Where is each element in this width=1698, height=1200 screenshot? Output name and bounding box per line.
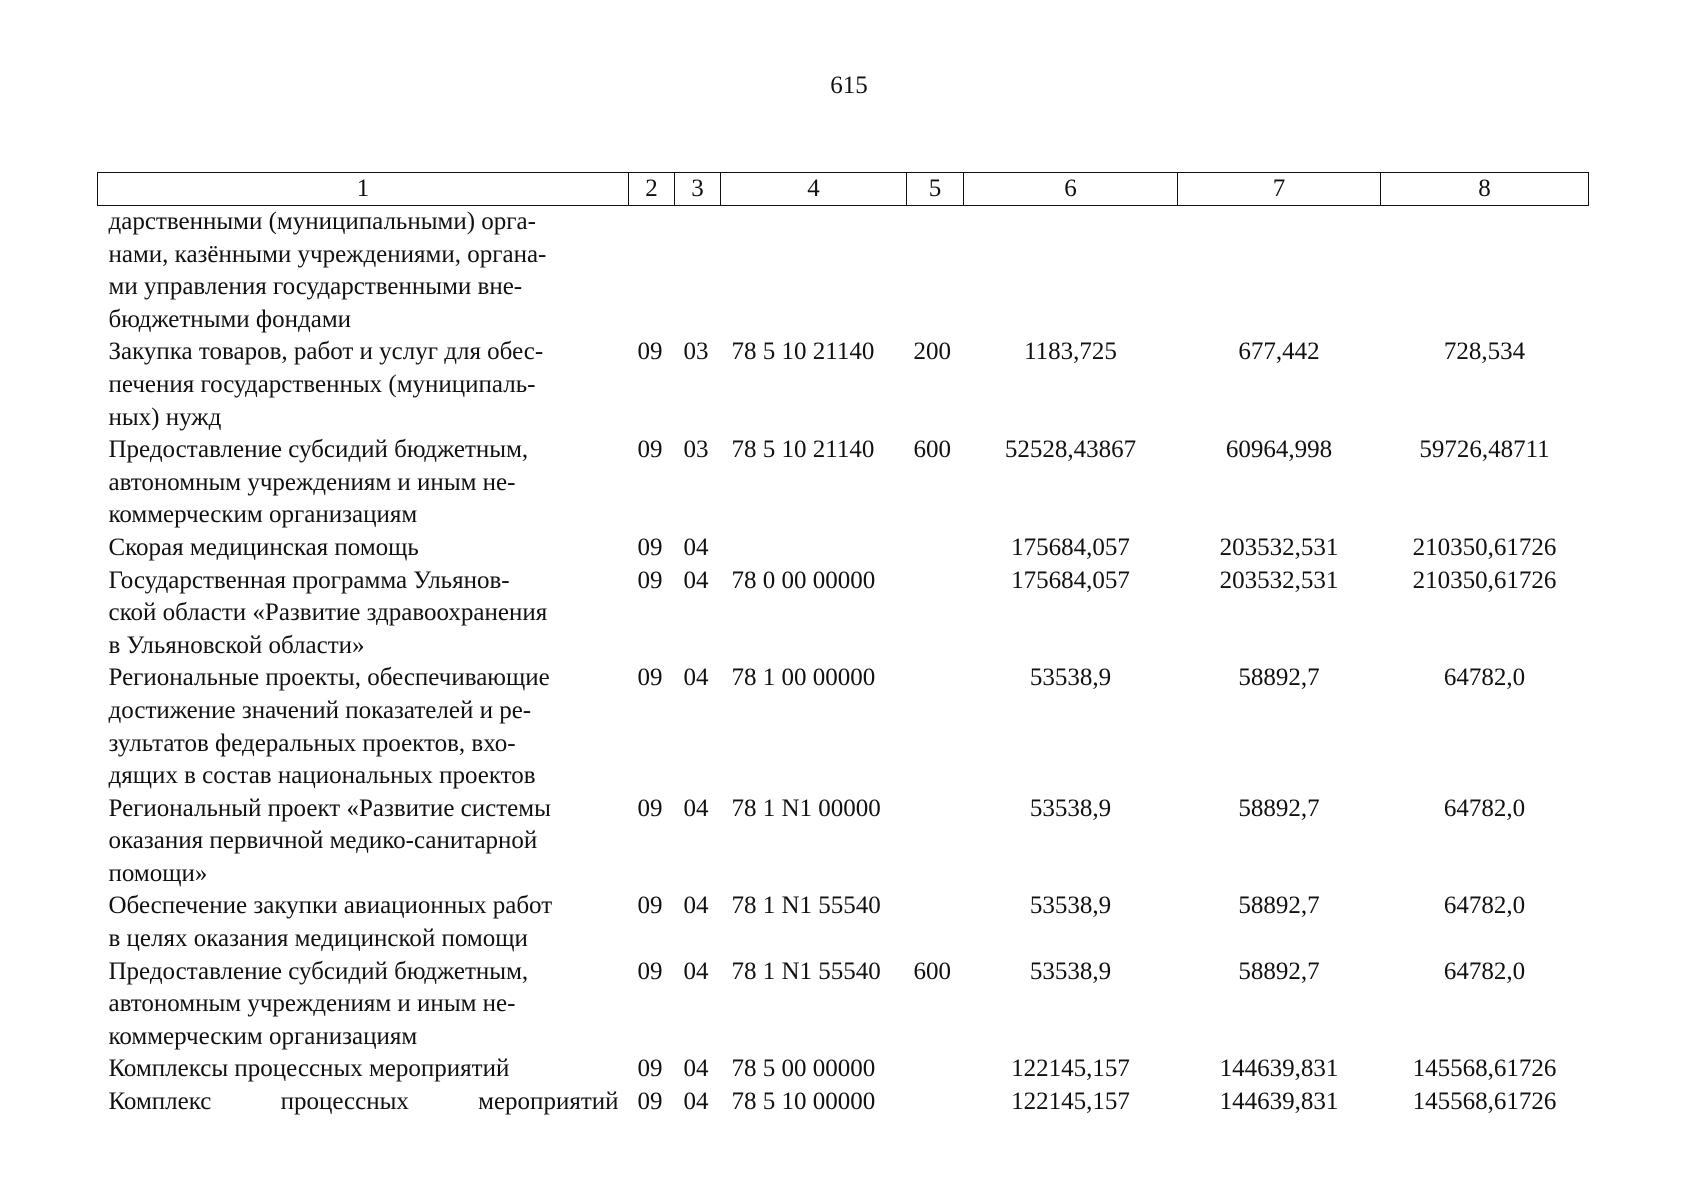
row-name-line: помощи» <box>108 859 208 887</box>
row-expense-type-code: 600 <box>913 957 951 985</box>
row-expense-type-code <box>907 532 964 565</box>
row-amount-col-6 <box>964 206 1178 337</box>
row-target-article-code: 78 1 N1 00000 <box>731 794 881 822</box>
row-amount-col-8: 145568,61726 <box>1412 1055 1557 1083</box>
row-name <box>98 793 629 891</box>
row-amount-col-7: 58892,7 <box>1238 794 1320 822</box>
row-name-line: Региональные проекты, обеспечивающие <box>108 664 550 692</box>
row-name-line: нами, казёнными учреждениями, органа- <box>108 240 547 268</box>
row-target-article-code: 78 5 10 21140 <box>731 436 875 464</box>
row-amount-col-8: 728,534 <box>1443 338 1526 366</box>
row-amount-col-8: 64782,0 <box>1443 794 1526 822</box>
row-amount-col-8: 210350,61726 <box>1412 566 1557 594</box>
row-name-line: оказания первичной медико-санитарной <box>108 827 538 855</box>
row-name-line: Закупка товаров, работ и услуг для обес- <box>108 338 544 366</box>
row-amount-col-7: 203532,531 <box>1219 566 1339 594</box>
row-name-line: печения государственных (муниципаль- <box>108 370 536 398</box>
row-target-article-code: 78 5 10 00000 <box>731 1088 876 1116</box>
row-name-line: бюджетными фондами <box>108 305 352 333</box>
table-row <box>98 336 1589 434</box>
row-expense-type-code <box>907 1086 964 1119</box>
row-name-line: Предоставление субсидий бюджетным, <box>108 436 529 464</box>
row-section-code: 09 <box>637 566 663 594</box>
row-section-code: 09 <box>637 1055 663 1083</box>
row-amount-col-6: 175684,057 <box>1011 566 1130 594</box>
row-subsection-code: 04 <box>683 533 709 561</box>
row-amount-col-6: 53538,9 <box>1029 794 1112 822</box>
row-amount-col-8: 64782,0 <box>1443 892 1526 920</box>
row-target-article-code: 78 5 00 00000 <box>731 1055 876 1083</box>
row-name-line: Предоставление субсидий бюджетным, <box>108 957 529 985</box>
budget-table <box>97 172 1589 1119</box>
header-col-7: 7 <box>1178 173 1381 206</box>
row-amount-col-7: 677,442 <box>1238 338 1320 366</box>
row-expense-type-code <box>907 206 964 337</box>
row-name-line: Скорая медицинская помощь <box>108 533 419 561</box>
header-col-8: 8 <box>1381 173 1589 206</box>
row-amount-col-6: 1183,725 <box>1024 338 1117 366</box>
row-section-code: 09 <box>637 794 663 822</box>
row-subsection-code: 04 <box>683 1088 709 1116</box>
row-name <box>98 565 629 663</box>
row-section-code: 09 <box>637 1088 663 1116</box>
header-col-1: 1 <box>98 173 629 206</box>
row-section-code: 09 <box>637 892 663 920</box>
row-subsection-code: 03 <box>683 338 709 366</box>
row-amount-col-7: 203532,531 <box>1219 533 1339 561</box>
header-col-4: 4 <box>721 173 907 206</box>
table-row <box>98 662 1589 792</box>
row-amount-col-8: 64782,0 <box>1443 664 1526 692</box>
row-subsection-code: 04 <box>683 664 709 692</box>
row-target-article-code: 78 0 00 00000 <box>731 566 876 594</box>
row-name <box>98 336 629 434</box>
row-expense-type-code <box>907 793 964 891</box>
row-name-line: Обеспечение закупки авиационных работ <box>108 892 553 920</box>
row-name <box>98 434 629 532</box>
row-name-line: коммерческим организациям <box>108 1022 418 1050</box>
row-amount-col-8: 64782,0 <box>1443 957 1526 985</box>
row-section-code: 09 <box>637 338 663 366</box>
row-name-line: достижение значений показателей и ре- <box>108 696 532 724</box>
row-amount-col-7: 58892,7 <box>1238 892 1320 920</box>
row-amount-col-7: 144639,831 <box>1219 1055 1339 1083</box>
header-row <box>98 173 1589 206</box>
row-amount-col-7: 60964,998 <box>1225 436 1333 464</box>
row-amount-col-6: 175684,057 <box>1011 533 1130 561</box>
row-name-line: ных) нужд <box>108 403 222 431</box>
row-name <box>98 1053 629 1086</box>
row-name-line: Комплексы процессных мероприятий <box>108 1055 510 1083</box>
row-expense-type-code: 600 <box>913 436 951 464</box>
row-section-code: 09 <box>637 436 663 464</box>
table-row <box>98 1053 1589 1086</box>
row-expense-type-code: 200 <box>913 338 951 366</box>
row-expense-type-code <box>907 565 964 663</box>
table-row <box>98 206 1589 337</box>
header-col-3: 3 <box>675 173 721 206</box>
row-amount-col-8: 210350,61726 <box>1412 533 1557 561</box>
row-name-line: Государственная программа Ульянов- <box>108 566 510 594</box>
row-amount-col-7: 58892,7 <box>1238 664 1320 692</box>
row-name-line: дящих в состав национальных проектов <box>108 762 536 790</box>
row-name-line: автономным учреждениям и иным не- <box>108 990 516 1018</box>
row-name-line: в Ульяновской области» <box>108 631 365 659</box>
row-amount-col-8: 59726,48711 <box>1419 436 1550 464</box>
row-name-line: Комплекс процессных мероприятий <box>108 1088 619 1116</box>
table-row <box>98 532 1589 565</box>
row-amount-col-6: 53538,9 <box>1029 664 1112 692</box>
row-section-code: 09 <box>637 957 663 985</box>
row-amount-col-6: 53538,9 <box>1029 957 1112 985</box>
table-row <box>98 956 1589 1054</box>
row-amount-col-6: 53538,9 <box>1029 892 1112 920</box>
table-body <box>98 206 1589 1119</box>
row-amount-col-7: 58892,7 <box>1238 957 1320 985</box>
row-name-line: коммерческим организациям <box>108 501 418 529</box>
header-col-6: 6 <box>964 173 1178 206</box>
row-name <box>98 956 629 1054</box>
row-name <box>98 532 629 565</box>
row-name <box>98 662 629 792</box>
row-expense-type-code <box>907 1053 964 1086</box>
row-name-line: Региональный проект «Развитие системы <box>108 794 551 822</box>
table-row <box>98 1086 1589 1119</box>
row-amount-col-6: 122145,157 <box>1011 1055 1130 1083</box>
row-subsection-code: 04 <box>683 1055 709 1083</box>
row-expense-type-code <box>907 890 964 955</box>
row-target-article-code: 78 1 N1 55540 <box>731 892 881 920</box>
row-amount-col-6: 52528,43867 <box>1004 436 1137 464</box>
row-section-code: 09 <box>637 533 663 561</box>
row-amount-col-8: 145568,61726 <box>1412 1088 1557 1116</box>
row-name <box>98 1086 629 1119</box>
row-target-article-code <box>721 206 907 337</box>
row-name <box>98 890 629 955</box>
table-header <box>98 173 1589 206</box>
row-subsection-code: 04 <box>683 957 709 985</box>
table-row <box>98 434 1589 532</box>
row-subsection-code: 03 <box>683 436 709 464</box>
row-amount-col-8 <box>1381 206 1589 337</box>
row-target-article-code: 78 5 10 21140 <box>731 338 875 366</box>
row-amount-col-7 <box>1178 206 1381 337</box>
row-name-line: дарственными (муниципальными) орга- <box>108 208 536 235</box>
row-subsection-code: 04 <box>683 566 709 594</box>
row-name <box>98 206 629 337</box>
row-subsection-code: 04 <box>683 794 709 822</box>
row-amount-col-7: 144639,831 <box>1219 1088 1339 1116</box>
row-name-line: в целях оказания медицинской помощи <box>108 925 528 953</box>
row-name-line: автономным учреждениям и иным не- <box>108 468 516 496</box>
row-name-line: зультатов федеральных проектов, вхо- <box>108 729 516 757</box>
row-name-line: ми управления государственными вне- <box>108 273 523 301</box>
row-section-code <box>629 206 675 337</box>
row-target-article-code: 78 1 N1 55540 <box>731 957 881 985</box>
table-row <box>98 565 1589 663</box>
row-target-article-code: 78 1 00 00000 <box>731 664 876 692</box>
row-subsection-code: 04 <box>683 892 709 920</box>
table-row <box>98 890 1589 955</box>
header-col-2: 2 <box>629 173 675 206</box>
page-number: 615 <box>830 72 868 99</box>
row-target-article-code <box>721 532 907 565</box>
header-col-5: 5 <box>907 173 964 206</box>
row-subsection-code <box>675 206 721 337</box>
row-expense-type-code <box>907 662 964 792</box>
table-row <box>98 793 1589 891</box>
row-amount-col-6: 122145,157 <box>1011 1088 1130 1116</box>
row-name-line: ской области «Развитие здравоохранения <box>108 599 548 627</box>
row-section-code: 09 <box>637 664 663 692</box>
